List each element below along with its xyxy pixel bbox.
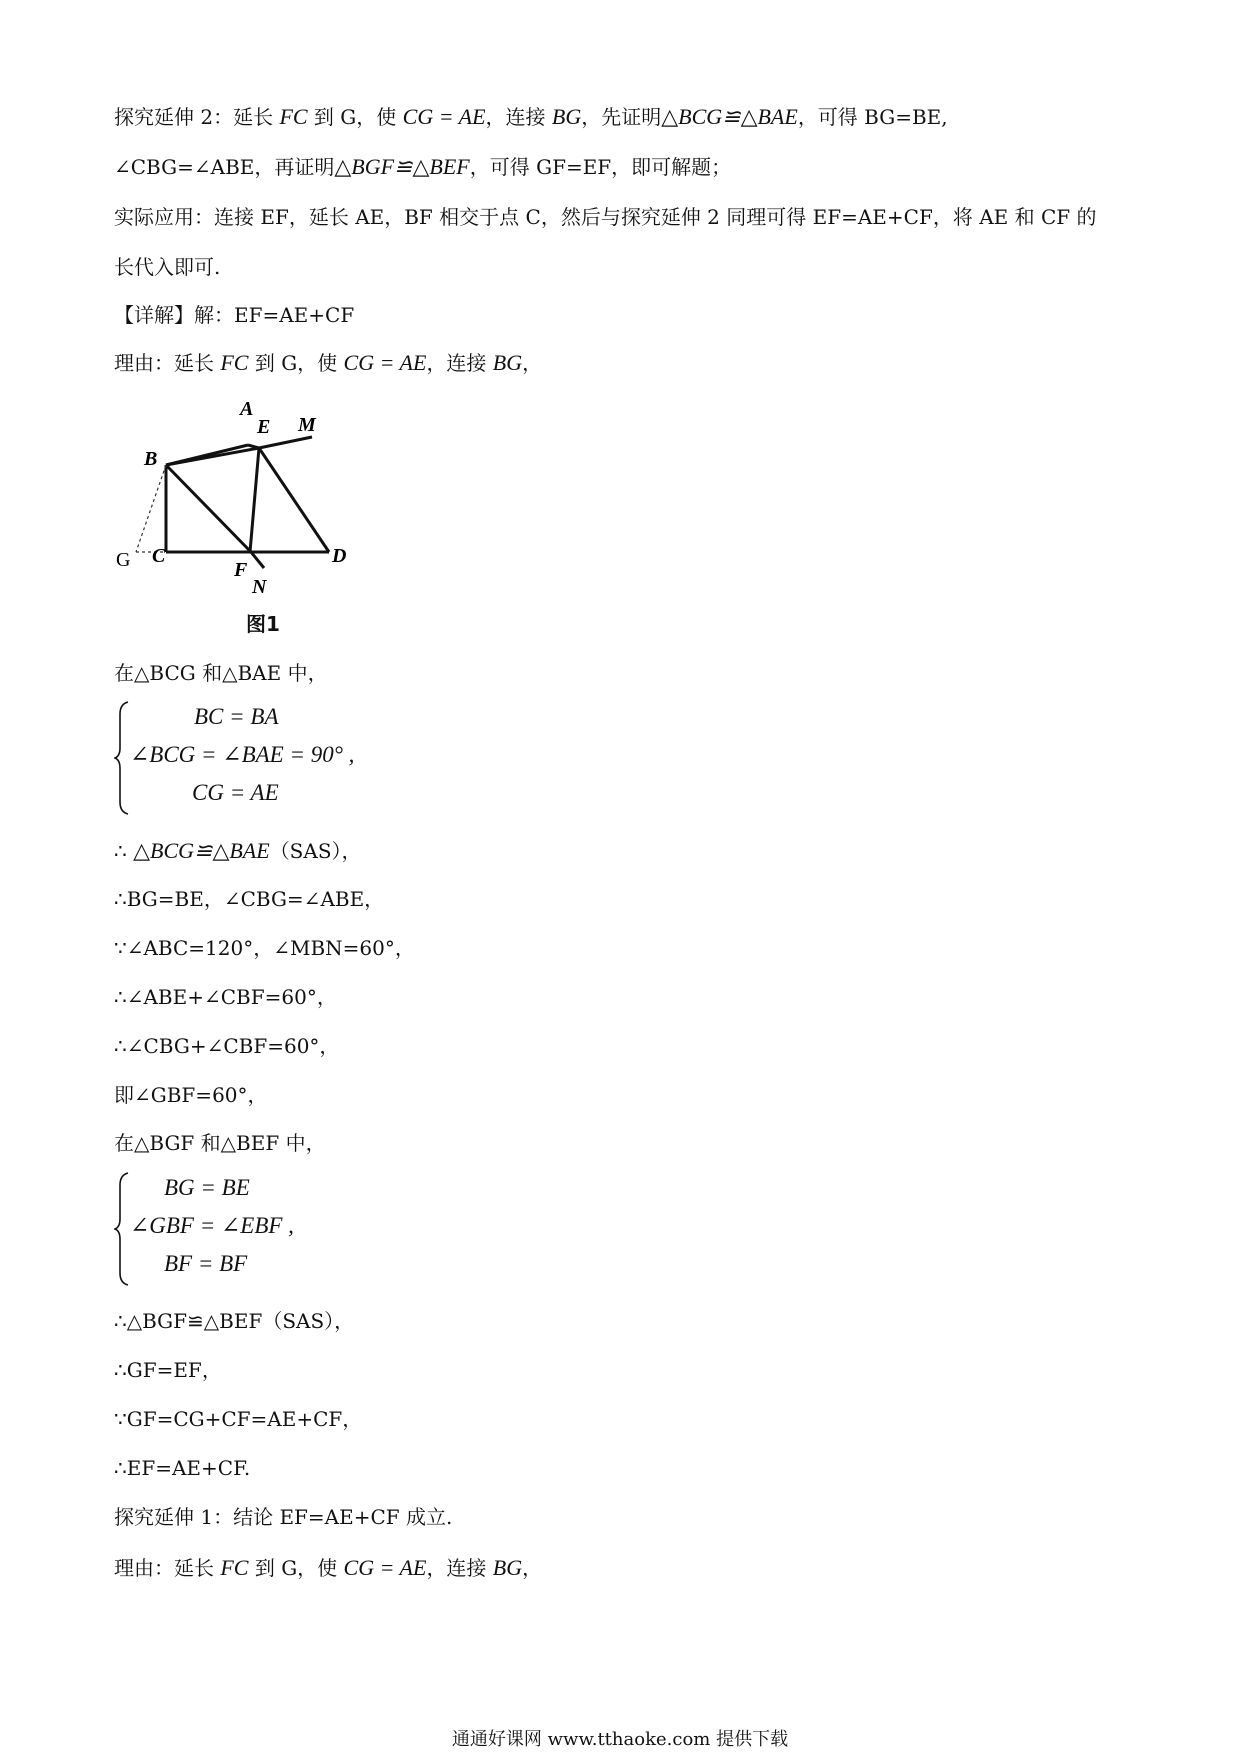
text-line-11: ∴∠ABE+∠CBF=60°， (114, 985, 337, 1009)
math: BG (492, 1555, 523, 1580)
text: 理由：延长 (114, 1556, 221, 1580)
text: ， (522, 351, 543, 375)
page-footer: 通通好课网 www.tthaoke.com 提供下载 (451, 1729, 789, 1750)
equation-system-1 (114, 700, 434, 820)
text: 到 G，使 (248, 1556, 344, 1580)
left-brace-icon (114, 700, 130, 816)
text-line-16: ∴GF=EF， (114, 1358, 222, 1382)
math: FC (220, 1555, 249, 1580)
text: ，可得 BG=BE, (797, 105, 948, 129)
label-m: M (298, 414, 316, 436)
text-line-3: 实际应用：连接 EF，延长 AE，BF 相交于点 C，然后与探究延伸 2 同理可得 EF=AE+CF，将 AE 和 CF 的 (114, 205, 1097, 229)
ray-fn (251, 552, 264, 568)
label-b: B (144, 448, 158, 470)
text-line-10: ∵∠ABC=120°，∠MBN=60°， (114, 936, 415, 960)
math: △BCG≌△BAE (133, 838, 270, 863)
text-line-18: ∴EF=AE+CF. (114, 1456, 251, 1480)
math: △BCG≌△BAE (661, 104, 798, 129)
text: 探究延伸 2：延长 (114, 105, 280, 129)
text-line-15: ∴△BGF≌△BEF（SAS）， (114, 1309, 355, 1333)
text-line-1 (114, 102, 948, 132)
label-f: F (234, 559, 248, 581)
math: BG (492, 350, 523, 375)
text: 到 G，使 (248, 351, 344, 375)
label-d: D (332, 545, 347, 567)
text: ，连接 (426, 351, 493, 375)
math: FC (279, 104, 308, 129)
text-line-19: 探究延伸 1：结论 EF=AE+CF 成立. (114, 1505, 453, 1529)
system-row: BG = BE (164, 1175, 250, 1200)
system-row: CG = AE (192, 780, 279, 805)
segment-ed (259, 448, 329, 552)
math: FC (220, 350, 249, 375)
figure-caption: 图1 (246, 612, 280, 636)
system-row: BC = BA (194, 704, 279, 729)
text: 到 G，使 (307, 105, 403, 129)
text-line-2 (114, 152, 731, 182)
ray-em (259, 437, 312, 448)
math: BG (551, 104, 582, 129)
text-line-17: ∵GF=CG+CF=AE+CF， (114, 1407, 363, 1431)
label-a: A (240, 398, 254, 420)
system-row: ∠BCG = ∠BAE = 90° , (130, 742, 355, 767)
text-line-6 (114, 348, 542, 378)
text: ，连接 (485, 105, 552, 129)
label-n: N (252, 576, 267, 598)
text-line-9: ∴BG=BE，∠CBG=∠ABE， (114, 887, 385, 911)
label-e: E (257, 416, 271, 438)
segment-ef (250, 448, 259, 552)
math: CG = AE (402, 104, 486, 129)
left-brace-icon (114, 1171, 130, 1287)
text-line-14: 在△BGF 和△BEF 中， (114, 1131, 326, 1155)
text: ，可得 GF=EF，即可解题； (469, 155, 732, 179)
math: CG = AE (343, 1555, 427, 1580)
system-row: ∠GBF = ∠EBF , (130, 1213, 294, 1238)
text-line-20 (114, 1553, 542, 1583)
text: ， (522, 1556, 543, 1580)
text: ∠CBG=∠ABE，再证明 (114, 155, 335, 179)
math: △BGF≌△BEF (334, 154, 470, 179)
text: 理由：延长 (114, 351, 221, 375)
segment-be (166, 448, 259, 465)
label-c: C (152, 545, 166, 567)
geometry-figure (114, 395, 374, 605)
equation-system-2 (114, 1171, 434, 1291)
segment-bf (166, 465, 251, 552)
text: ，先证明 (581, 105, 662, 129)
label-g: G (116, 549, 131, 571)
text-line-5: 【详解】解：EF=AE+CF (114, 303, 355, 327)
text-line-13: 即∠GBF=60°， (114, 1083, 268, 1107)
text-line-7: 在△BCG 和△BAE 中， (114, 661, 328, 685)
system-row: BF = BF (164, 1251, 248, 1276)
math: CG = AE (343, 350, 427, 375)
text: （SAS）， (269, 839, 362, 863)
text-line-4: 长代入即可. (114, 255, 221, 279)
dashed-segment-bg (136, 465, 166, 552)
text: ∴ (114, 839, 134, 863)
text-line-8 (114, 836, 362, 866)
text: ，连接 (426, 1556, 493, 1580)
text-line-12: ∴∠CBG+∠CBF=60°， (114, 1034, 340, 1058)
